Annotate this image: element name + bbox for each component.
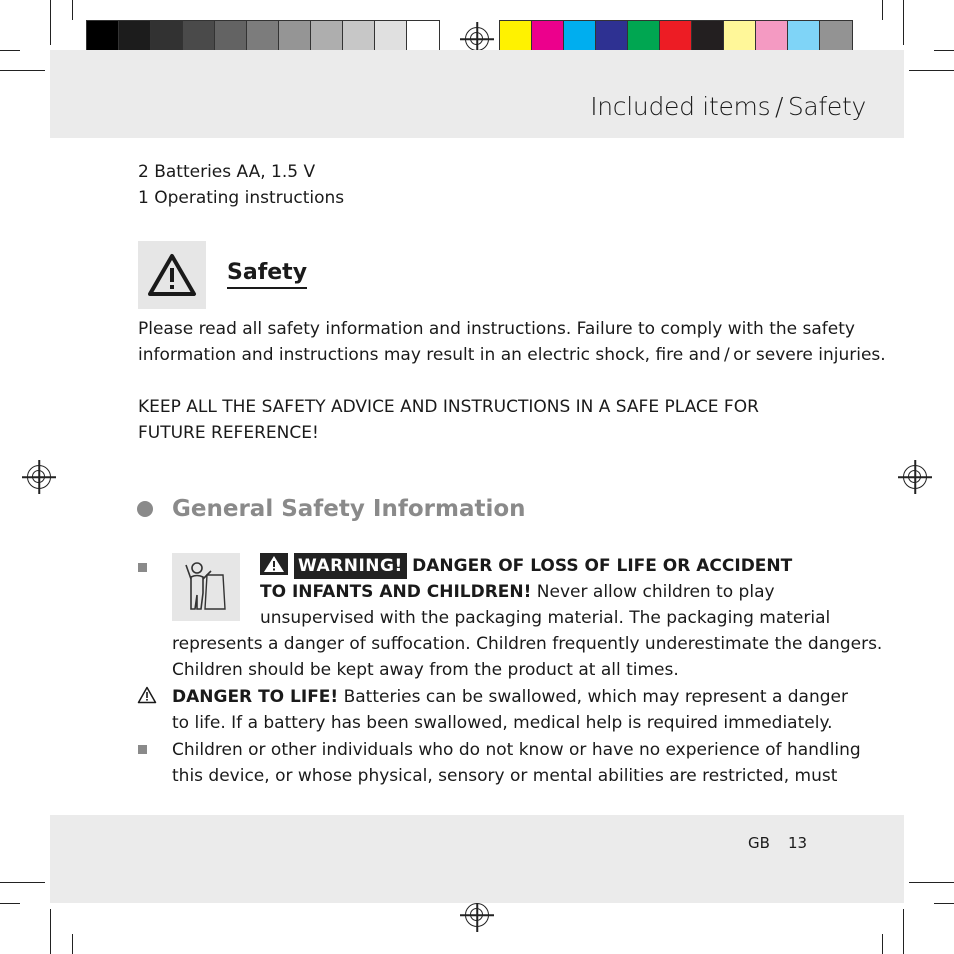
paragraph-text: Batteries can be swallowed, which may represent a danger [338, 687, 848, 707]
safety-intro [138, 316, 886, 368]
color-swatch [788, 21, 820, 53]
color-swatch [375, 21, 407, 53]
crop-mark [0, 70, 45, 71]
color-swatch [660, 21, 692, 53]
subsection-heading: General Safety Information [172, 496, 526, 522]
paragraph-line: to life. If a battery has been swallowed, medical help is required immediately. [172, 713, 833, 733]
warning-triangle-icon [147, 253, 197, 297]
crop-mark [0, 882, 45, 883]
warning-triangle-icon [260, 553, 288, 575]
crop-mark [0, 903, 20, 904]
paragraph-line: Children or other individuals who do not know or have no experience of handling [172, 740, 861, 760]
color-swatch [500, 21, 532, 53]
color-swatch [151, 21, 183, 53]
footer-language: GB [748, 834, 770, 852]
color-swatch [215, 21, 247, 53]
crop-mark [903, 909, 904, 954]
warning-text-continued [172, 631, 882, 683]
crop-mark [882, 0, 883, 20]
color-swatch [692, 21, 724, 53]
included-items-list [138, 159, 344, 211]
color-swatch [279, 21, 311, 53]
crop-mark [903, 0, 904, 45]
registration-mark-icon [903, 465, 927, 489]
crop-mark [72, 0, 73, 20]
keep-advice [138, 394, 759, 446]
paragraph-line: represents a danger of suffocation. Children frequently underestimate the dangers. [172, 634, 883, 654]
paragraph-line: information and instructions may result in an electric shock, fire and / or severe injuries. [138, 345, 886, 365]
danger-block [172, 684, 848, 736]
color-swatch [532, 21, 564, 53]
paragraph-line: Please read all safety information and instructions. Failure to comply with the safety [138, 319, 855, 339]
color-swatch [119, 21, 151, 53]
color-swatch [596, 21, 628, 53]
registration-mark-icon [465, 903, 489, 927]
color-swatch [311, 21, 343, 53]
warning-title: TO INFANTS AND CHILDREN! [260, 582, 532, 602]
crop-mark [934, 903, 954, 904]
list-item: 2 Batteries AA, 1.5 V [138, 162, 316, 182]
child-with-bag-icon [181, 559, 231, 615]
grayscale-color-bar [86, 20, 440, 54]
square-bullet-icon [138, 745, 147, 754]
page-title: Included items / Safety [590, 92, 866, 121]
crop-mark [909, 882, 954, 883]
color-swatch [87, 21, 119, 53]
color-swatch [820, 21, 852, 53]
page-number: 13 [788, 834, 808, 852]
paragraph-line: KEEP ALL THE SAFETY ADVICE AND INSTRUCTIONS IN A SAFE PLACE FOR [138, 397, 759, 417]
paragraph-line: FUTURE REFERENCE! [138, 423, 319, 443]
safety-icon-box [138, 241, 206, 309]
section-heading: Safety [227, 259, 307, 289]
process-color-bar [499, 20, 853, 54]
warning-label: WARNING! [294, 553, 407, 579]
child-packaging-icon-box [172, 553, 240, 621]
square-bullet-icon [138, 563, 147, 572]
color-swatch [183, 21, 215, 53]
color-swatch [407, 21, 439, 53]
paragraph-line: unsupervised with the packaging material. The packaging material [260, 608, 831, 628]
list-item: 1 Operating instructions [138, 188, 345, 208]
color-swatch [756, 21, 788, 53]
crop-mark [934, 50, 954, 51]
circle-bullet-icon [137, 501, 153, 517]
crop-mark [0, 50, 20, 51]
color-swatch [628, 21, 660, 53]
warning-title: DANGER OF LOSS OF LIFE OR ACCIDENT [412, 556, 793, 576]
crop-mark [72, 934, 73, 954]
paragraph-text: Never allow children to play [531, 582, 775, 602]
children-block [172, 737, 861, 789]
warning-block [260, 553, 820, 579]
color-swatch [247, 21, 279, 53]
footer-band [50, 815, 904, 903]
color-swatch [343, 21, 375, 53]
color-swatch [564, 21, 596, 53]
crop-mark [909, 70, 954, 71]
crop-mark [882, 934, 883, 954]
warning-triangle-icon [137, 686, 157, 704]
color-swatch [724, 21, 756, 53]
warning-text [260, 579, 830, 631]
danger-title: DANGER TO LIFE! [172, 687, 339, 707]
paragraph-line: this device, or whose physical, sensory or mental abilities are restricted, must [172, 766, 838, 786]
crop-mark [50, 0, 51, 45]
registration-mark-icon [465, 27, 489, 51]
crop-mark [50, 909, 51, 954]
registration-mark-icon [27, 465, 51, 489]
paragraph-line: Children should be kept away from the product at all times. [172, 660, 679, 680]
